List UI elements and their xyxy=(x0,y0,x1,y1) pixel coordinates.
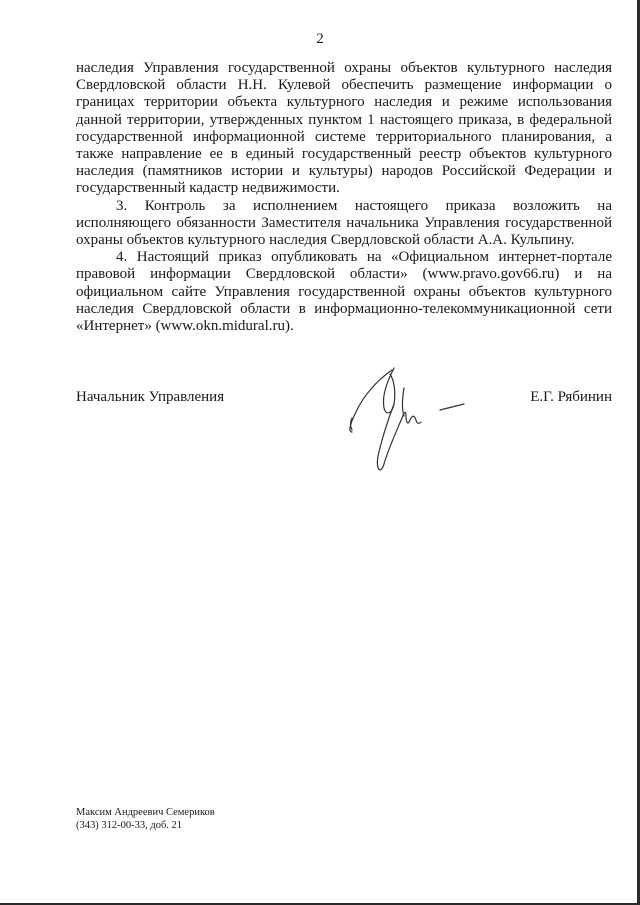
paragraph-continuation: наследия Управления государственной охраны объектов культурного наследия Свердловской области Н.Н. Кулевой обеспечить размещение информации о границах территории объекта культурного наследия и режиме использования данной территории, утвержденных пунктом 1 настоящего приказа, в федеральной государственной информационной системе территориального планирования, а также направление ее в единый государственный реестр объектов культурного наследия (памятников истории и культуры) народов Российской Федерации и государственный кадастр недвижимости. xyxy=(76,60,612,197)
handwritten-signature xyxy=(344,364,470,488)
contact-info xyxy=(76,806,215,832)
signatory-name: Е.Г. Рябинин xyxy=(530,389,612,405)
page-number: 2 xyxy=(316,31,324,47)
paragraph-item-4: 4. Настоящий приказ опубликовать на «Официальном интернет-портале правовой информации Свердловской области» (www.pravo.gov66.ru) и на официальном сайте Управления государственной охраны объектов культурного наследия Свердловской области в информационно-телекоммуникационной сети «Интернет» (www.okn.midural.ru). xyxy=(76,249,612,335)
contact-name: Максим Андреевич Семериков xyxy=(76,807,215,818)
paragraph-item-3: 3. Контроль за исполнением настоящего приказа возложить на исполняющего обязанности Заместителя начальника Управления государственной охраны объектов культурного наследия Свердловской области А.А. Кульпину. xyxy=(76,197,612,249)
signatory-title: Начальник Управления xyxy=(76,389,225,405)
contact-phone: (343) 312-00-33, доб. 21 xyxy=(76,820,183,831)
document-body xyxy=(76,60,612,335)
